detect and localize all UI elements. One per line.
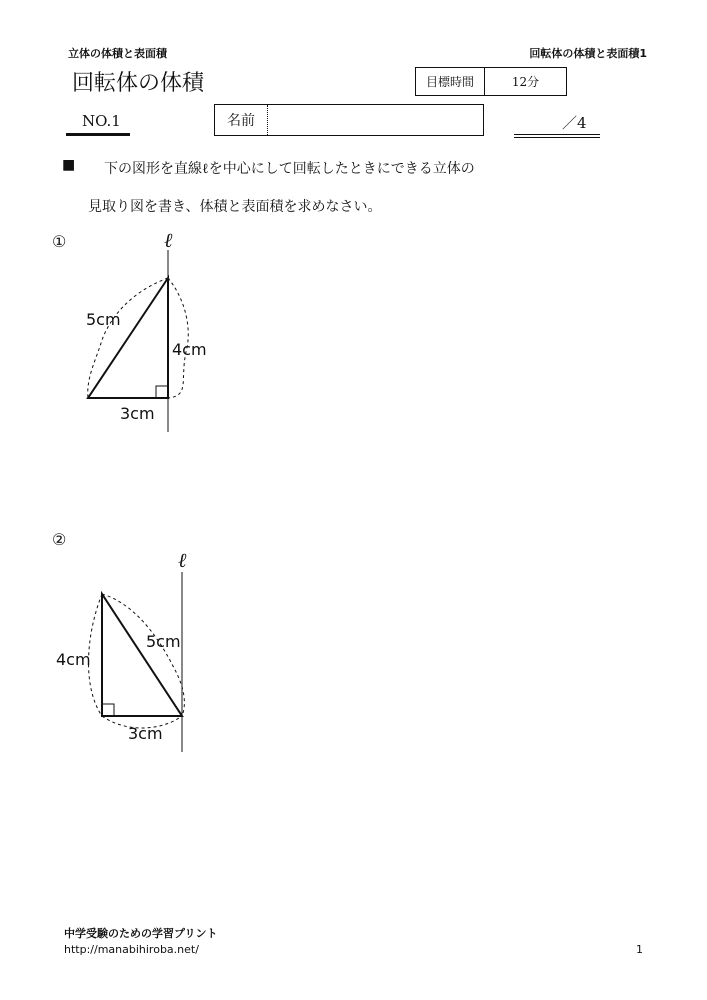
name-label: 名前 [215,105,268,135]
header-subject: 立体の体積と表面積 [68,47,167,60]
problem-2-base-label: 3cm [128,724,163,743]
instruction-line-2: 見取り図を書き、体積と表面積を求めなさい。 [88,199,382,215]
target-time-label: 目標時間 [416,68,485,95]
header-worksheet-title: 回転体の体積と表面積1 [529,47,647,60]
footer-url-link[interactable]: http://manabihiroba.net/ [64,943,199,956]
page-number: 1 [636,943,643,956]
target-time-value: 12分 [511,75,540,89]
worksheet-number: NO.1 [82,112,121,130]
problem-1-base-label: 3cm [120,404,155,423]
problem-2-marker: ② [52,530,67,549]
instruction-bullet: ■ [62,157,76,173]
problem-1-height-label: 4cm [172,340,207,359]
problem-2-triangle [102,594,182,716]
problem-1-hypotenuse-label: 5cm [86,310,121,329]
problem-1-marker: ① [52,232,67,251]
page-title: 回転体の体積 [72,71,205,96]
problem-2-axis-label: ℓ [178,548,187,572]
problem-2-height-label: 4cm [56,650,91,669]
problem-2-hypotenuse-label: 5cm [146,632,181,651]
problem-1-axis-label: ℓ [164,228,173,252]
score-total: ／4 [562,114,587,132]
problem-2-right-angle-mark [102,704,114,716]
footer-title: 中学受験のための学習プリント [64,927,218,940]
instruction-line-1: 下の図形を直線ℓを中心にして回転したときにできる立体の [104,161,475,177]
